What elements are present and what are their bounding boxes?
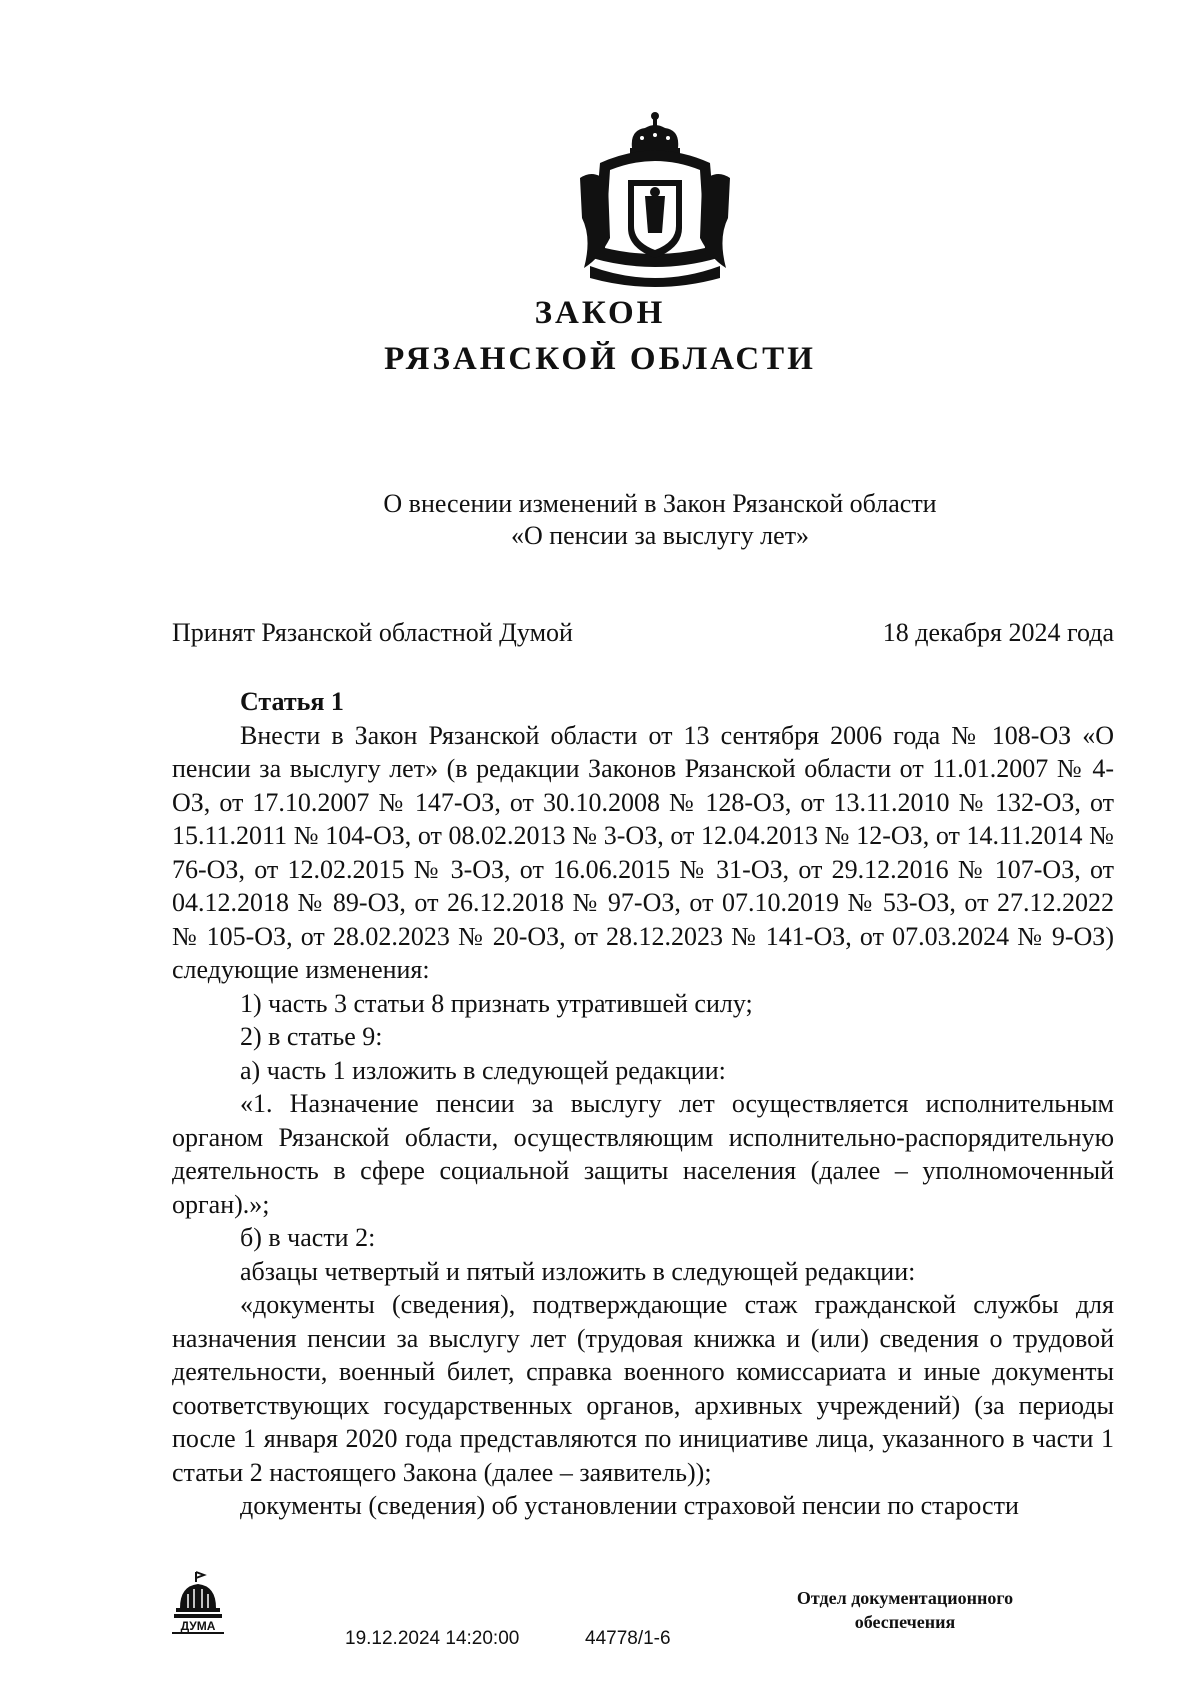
amendment-item-2a: а) часть 1 изложить в следующей редакции: — [240, 1055, 726, 1085]
registration-timestamp: 19.12.2024 14:20:00 — [345, 1628, 520, 1649]
law-subject — [260, 488, 1060, 552]
amendment-item-2b-text-1: «документы (сведения), подтверждающие стаж гражданской службы для назначения пенсии за выслугу лет (трудовая книжка и (или) сведения о трудовой деятельности, военный билет, справка военного комиссариата и иные документы соответствующих государственных органов, архивных учреждений) (за периоды после 1 января 2020 года представляются по инициативе лица, указанного в части 1 статьи 2 настоящего Закона (далее – заявитель)); — [172, 1290, 1114, 1487]
coat-of-arms-emblem — [570, 108, 740, 288]
adoption-date: 18 декабря 2024 года — [882, 618, 1114, 647]
department-stamp — [760, 1586, 1050, 1634]
amendment-item-2b-intro: абзацы четвертый и пятый изложить в следующей редакции: — [240, 1256, 916, 1286]
document-body — [172, 685, 1114, 1523]
page-footer — [0, 1570, 1200, 1650]
adopting-body: Принят Рязанской областной Думой — [172, 618, 573, 647]
document-title — [0, 290, 1200, 382]
department-line-2: обеспечения — [854, 1612, 956, 1632]
amendment-item-2b-text-2: документы (сведения) об установлении страховой пенсии по старости — [240, 1491, 1019, 1520]
amendment-item-2: 2) в статье 9: — [240, 1022, 383, 1051]
amendment-item-1: 1) часть 3 статьи 8 признать утратившей силу; — [240, 988, 753, 1018]
article-intro-paragraph: Внести в Закон Рязанской области от 13 сентября 2006 года № 108-ОЗ «О пенсии за выслугу лет» (в редакции Законов Рязанской области от 11.01.2007 № 4-ОЗ, от 17.10.2007 № 147-ОЗ, от 30.10.2008 № 128-ОЗ, от 13.11.2010 № 132-ОЗ, от 15.11.2011 № 104-ОЗ, от 08.02.2013 № 3-ОЗ, от 12.04.2013 № 12-ОЗ, от 14.11.2014 № 76-ОЗ, от 12.02.2015 № 3-ОЗ, от 16.06.2015 № 31-ОЗ, от 29.12.2016 № 107-ОЗ, от 04.12.2018 № 89-ОЗ, от 26.12.2018 № 97-ОЗ, от 07.10.2019 № 53-ОЗ, от 27.12.2022 № 105-ОЗ, от 28.02.2023 № 20-ОЗ, от 28.12.2023 № 141-ОЗ, от 07.03.2024 № 9-ОЗ) следующие изменения: — [172, 720, 1114, 984]
duma-logo-text: ДУМА — [180, 1619, 216, 1633]
article-heading: Статья 1 — [240, 687, 344, 716]
registration-number: 44778/1-6 — [585, 1628, 671, 1649]
duma-logo-icon — [170, 1570, 226, 1636]
amendment-item-2a-text: «1. Назначение пенсии за выслугу лет осуществляется исполнительным органом Рязанской области, осуществляющим исполнительно-распорядительную деятельность в сфере социальной защиты населения (далее – уполномоченный орган).»; — [172, 1089, 1114, 1219]
subject-line-2: «О пенсии за выслугу лет» — [510, 521, 810, 550]
department-line-1: Отдел документационного — [796, 1588, 1014, 1608]
amendment-item-2b: б) в части 2: — [240, 1223, 376, 1252]
title-line-law: ЗАКОН — [534, 295, 666, 331]
adoption-line — [172, 618, 1114, 648]
title-line-region: РЯЗАНСКОЙ ОБЛАСТИ — [384, 341, 816, 377]
subject-line-1: О внесении изменений в Закон Рязанской области — [383, 489, 937, 518]
